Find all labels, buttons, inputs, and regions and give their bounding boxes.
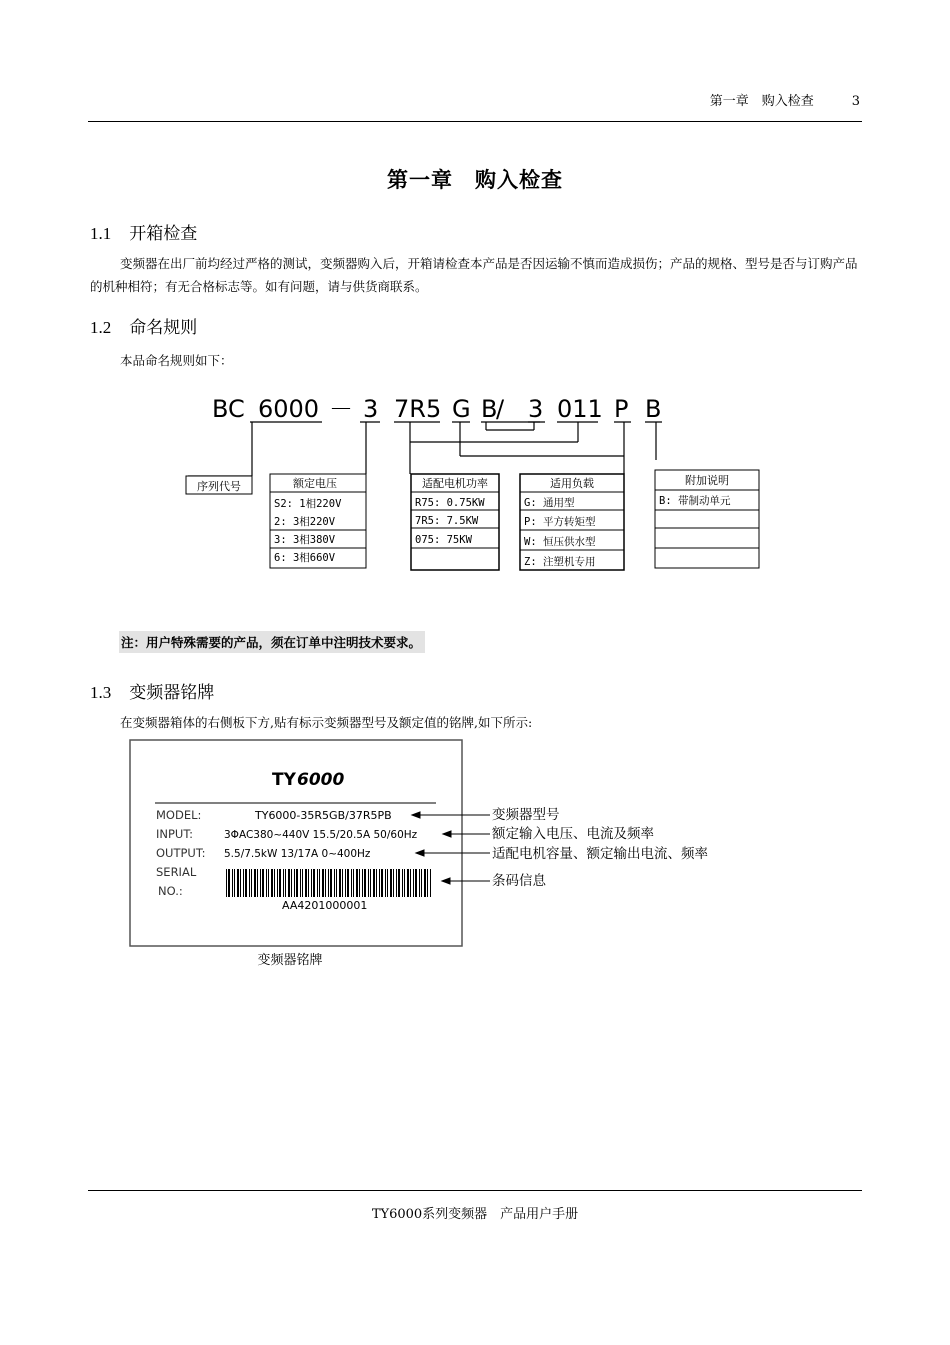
- load-row: P: 平方转矩型: [524, 516, 596, 528]
- voltage-row: S2: 1相220V: [274, 498, 342, 510]
- code-brake-2: B: [645, 395, 662, 423]
- power-title: 适配电机功率: [422, 477, 488, 490]
- nameplate-brand: TY: [272, 770, 296, 790]
- nameplate-figure: [0, 735, 950, 975]
- code-slash: /: [496, 395, 505, 423]
- paragraph-nameplate-intro: 在变频器箱体的右侧板下方,贴有标示变频器型号及额定值的铭牌,如下所示:: [120, 715, 533, 730]
- callout-model: 变频器型号: [492, 807, 560, 823]
- input-label: INPUT:: [156, 827, 193, 841]
- section-title: 开箱检查: [129, 224, 198, 244]
- nameplate-brand-number: 6000: [297, 770, 345, 790]
- code-series: 6000: [258, 395, 320, 423]
- motor-power-table: [411, 474, 499, 570]
- header-chapter: 第一章 购入检查: [709, 94, 814, 109]
- nameplate-frame: [130, 740, 462, 946]
- paragraph-unpack-check: 变频器在出厂前均经过严格的测试，变频器购入后，开箱请检查本产品是否因运输不慎而造成损伤；产品的规格、型号是否与订购产品的机种相符；有无合格标志等。如有问题，请与供货商联系。: [90, 256, 858, 294]
- series-code-label: 序列代号: [197, 480, 241, 493]
- special-order-note: 注：用户特殊需要的产品，须在订单中注明技术要求。: [119, 631, 425, 653]
- section-number: 1.2: [90, 318, 112, 337]
- serial-value: AA4201000001: [282, 899, 368, 912]
- naming-rule-diagram: [0, 380, 950, 580]
- extra-title: 附加说明: [685, 474, 729, 487]
- connector-lines: [188, 422, 662, 476]
- load-type-table: [520, 474, 624, 570]
- section-number: 1.1: [90, 224, 112, 243]
- code-voltage-2: 3: [528, 395, 544, 423]
- power-row: 075: 75KW: [415, 534, 472, 546]
- input-value: 3ΦAC380~440V 15.5/20.5A 50/60Hz: [224, 829, 418, 841]
- callout-barcode: 条码信息: [492, 873, 546, 889]
- model-label: MODEL:: [156, 808, 202, 822]
- footer-text: TY6000系列变频器 产品用户手册: [371, 1207, 579, 1222]
- code-power-1: 7R5: [394, 395, 442, 423]
- callout-input: 额定输入电压、电流及频率: [492, 826, 654, 842]
- section-number: 1.3: [90, 683, 112, 702]
- code-load-1: G: [452, 395, 471, 423]
- output-value: 5.5/7.5kW 13/17A 0~400Hz: [224, 848, 371, 860]
- chapter-title: 第一章 购入检查: [387, 168, 563, 192]
- extra-notes-table: [655, 470, 759, 568]
- callout-output: 适配电机容量、额定输出电流、频率: [492, 846, 708, 862]
- load-title: 适用负载: [550, 477, 594, 490]
- code-voltage-1: 3: [363, 395, 379, 423]
- power-row: R75: 0.75KW: [415, 497, 485, 509]
- load-row: Z: 注塑机专用: [524, 556, 596, 568]
- footer-rule: [88, 1190, 862, 1191]
- paragraph-naming-intro: 本品命名规则如下：: [120, 353, 233, 368]
- section-1-2-heading: [90, 313, 197, 338]
- voltage-row: 2: 3相220V: [274, 516, 336, 528]
- section-title: 变频器铭牌: [129, 683, 215, 703]
- load-row: G: 通用型: [524, 497, 575, 509]
- section-1-3-heading: [90, 678, 214, 703]
- voltage-row: 3: 3相380V: [274, 534, 336, 546]
- model-value: TY6000-35R5GB/37R5PB: [255, 809, 392, 822]
- voltage-table: [270, 474, 366, 568]
- section-1-1-heading: [90, 219, 197, 244]
- code-bc: BC: [212, 395, 245, 423]
- power-row: 7R5: 7.5KW: [415, 515, 479, 527]
- serial-no-label: NO.:: [158, 884, 183, 898]
- code-dash: －: [329, 395, 353, 423]
- voltage-row: 6: 3相660V: [274, 552, 336, 564]
- code-power-2: 011: [557, 395, 603, 423]
- nameplate-caption: 变频器铭牌: [257, 953, 323, 968]
- serial-label: SERIAL: [156, 865, 197, 879]
- section-title: 命名规则: [129, 318, 198, 338]
- page-number: 3: [851, 94, 860, 109]
- load-row: W: 恒压供水型: [524, 536, 596, 548]
- header-rule: [88, 121, 862, 122]
- extra-row: B: 带制动单元: [659, 495, 731, 507]
- output-label: OUTPUT:: [156, 846, 206, 860]
- code-load-2: P: [614, 395, 629, 423]
- code-brake-1: B: [481, 395, 498, 423]
- voltage-title: 额定电压: [293, 477, 337, 490]
- running-header: [710, 90, 860, 109]
